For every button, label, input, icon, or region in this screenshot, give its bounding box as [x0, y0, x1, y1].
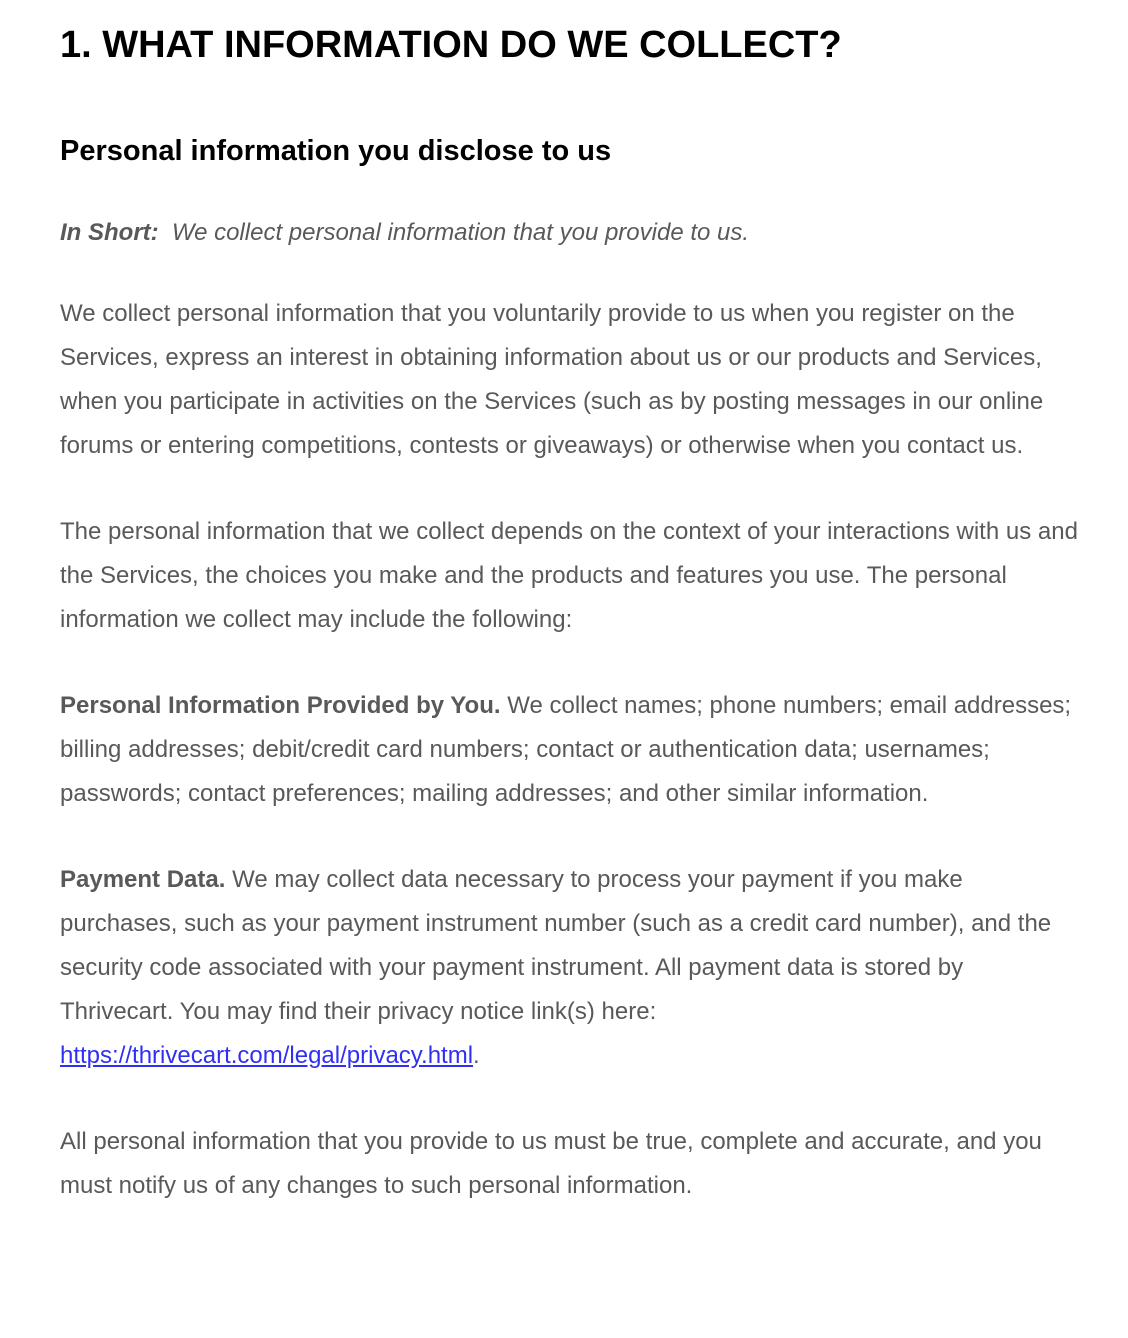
- paragraph-collect-voluntarily: We collect personal information that you voluntarily provide to us when you register on the Services, express an interest in obtaining information about us or our products and Services, when you participate in activities on the Services (such as by posting messages in our online forums or entering competitions, contests or giveaways) or otherwise when you contact us.: [60, 299, 1044, 459]
- thrivecart-privacy-link[interactable]: https://thrivecart.com/legal/privacy.html: [60, 1041, 474, 1069]
- personal-info-text: We collect names; phone numbers; email addresses; billing addresses; debit/credit card numbers; contact or authentication data; usernames; passwords; contact preferences; mailing addresses; and other similar information.: [60, 691, 1072, 807]
- section-heading: 1. WHAT INFORMATION DO WE COLLECT?: [60, 24, 842, 66]
- paragraph-context: The personal information that we collect depends on the context of your interactions with us and the Services, the choices you make and the products and features you use. The personal information we collect may include the following:: [60, 517, 1078, 633]
- payment-data-text: We may collect data necessary to process your payment if you make purchases, such as your payment instrument number (such as a credit card number), and the security code associated with your payment instrument. All payment data is stored by Thrivecart. You may find their privacy notice link(s) here:: [60, 865, 1052, 1025]
- subsection-heading: Personal information you disclose to us: [60, 134, 612, 167]
- in-short-label: In Short:: [60, 218, 159, 246]
- in-short-text: We collect personal information that you provide to us.: [171, 218, 750, 246]
- payment-data-label: Payment Data.: [60, 865, 226, 893]
- paragraph-payment-data: [60, 858, 1080, 1078]
- paragraph-accuracy: All personal information that you provide to us must be true, complete and accurate, and you must notify us of any changes to such personal information.: [60, 1127, 1042, 1199]
- policy-section-content: [60, 24, 1080, 1208]
- payment-data-suffix: .: [473, 1041, 480, 1069]
- in-short-summary: [60, 216, 1080, 250]
- paragraph-personal-info: [60, 684, 1080, 816]
- personal-info-label: Personal Information Provided by You.: [60, 691, 501, 719]
